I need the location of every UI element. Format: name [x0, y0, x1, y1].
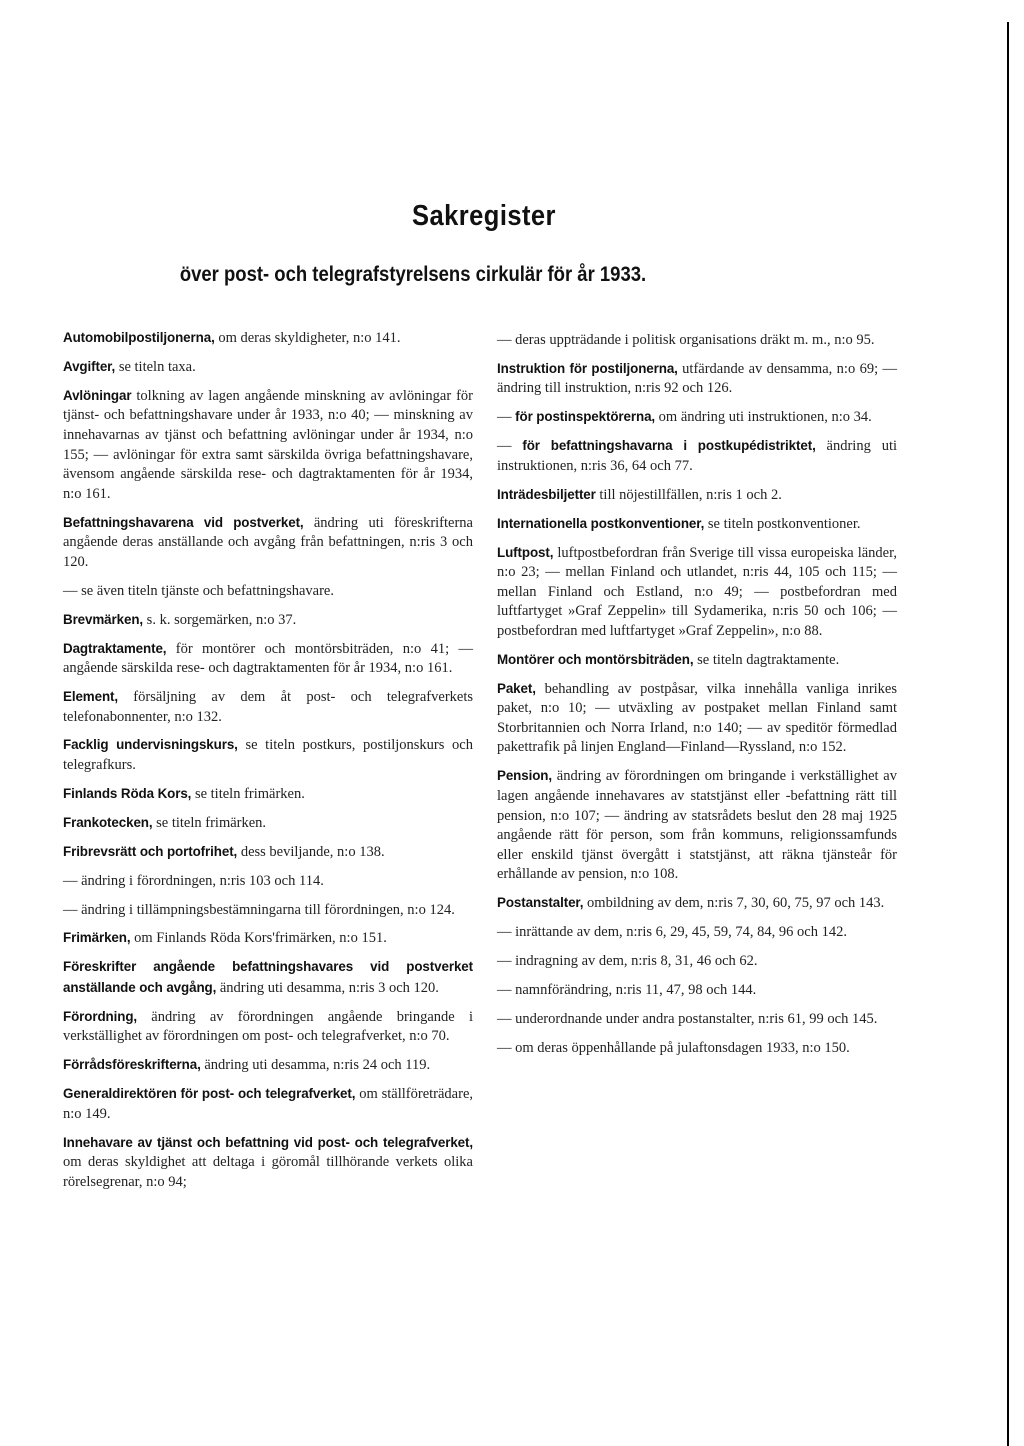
- entry-text: underordnande under andra postanstalter, n:ris 61, 99 och 145.: [515, 1010, 878, 1027]
- index-entry: [63, 957, 473, 998]
- entry-text: dess beviljande, n:o 138.: [237, 843, 385, 860]
- entry-dash: —: [63, 872, 82, 889]
- entry-heading: Föreskrifter angående befattningshavares vid postverket anställande och avgång,: [63, 959, 473, 995]
- index-entry: [63, 357, 473, 378]
- index-entry: [63, 735, 473, 775]
- index-entry: [63, 581, 473, 602]
- entry-text: ombildning av dem, n:ris 7, 30, 60, 75, 97 och 143.: [583, 895, 885, 912]
- entry-dash: —: [497, 1010, 516, 1027]
- entry-text: deras uppträdande i politisk organisations dräkt m. m., n:o 95.: [515, 332, 875, 348]
- entry-heading: Brevmärken,: [63, 611, 144, 627]
- index-entry: [497, 514, 897, 535]
- index-entry: [63, 687, 473, 727]
- index-entry: [497, 436, 897, 476]
- entry-heading: Automobilpostiljonerna,: [63, 330, 215, 345]
- index-entry: [497, 766, 897, 885]
- entry-heading: Inträdesbiljetter: [497, 486, 596, 502]
- index-entry: [497, 922, 897, 943]
- entry-heading: Fribrevsrätt och portofrihet,: [63, 843, 238, 859]
- entry-text: se titeln taxa.: [115, 358, 196, 375]
- entry-dash: —: [497, 438, 523, 455]
- index-entry: [63, 610, 473, 631]
- entry-heading: Internationella postkonventioner,: [497, 515, 705, 531]
- entry-heading: Facklig undervisningskurs,: [63, 737, 238, 753]
- index-entry: [497, 980, 897, 1001]
- index-entry: [63, 639, 473, 679]
- entry-heading: Montörer och montörsbiträden,: [497, 651, 694, 667]
- index-entry: [63, 513, 473, 573]
- entry-heading: Avgifter,: [63, 358, 116, 374]
- entry-heading: för postinspektörerna,: [515, 409, 656, 425]
- entry-dash: —: [497, 924, 516, 941]
- entry-text: om deras skyldighet att deltaga i göromål tillhörande verkets olika rörelsegrenar, n:o 94;: [63, 1154, 473, 1190]
- entry-text: ändring uti desamma, n:ris 3 och 120.: [216, 979, 439, 996]
- entry-dash: —: [63, 901, 82, 918]
- index-entry: [63, 1055, 473, 1076]
- index-entry: [63, 784, 473, 805]
- entry-text: se även titeln tjänste och befattningshavare.: [81, 582, 334, 599]
- entry-text: luftpostbefordran från Sverige till vissa europeiska länder, n:o 23; — mellan Finland och utlandet, n:ris 44, 105 och 115; — mellan Finland och Estland, n:o 49; — postbefordran med luftfartyget »Graf Zeppelin» till Sydamerika, n:ris 50 och 106; — postbefordran med luftfartyget »Graf Zeppelin», n:o 88.: [497, 544, 897, 639]
- entry-heading: Pension,: [497, 768, 553, 784]
- entry-text: ändring uti desamma, n:ris 24 och 119.: [200, 1057, 431, 1074]
- scan-edge-line: [1007, 22, 1009, 1446]
- index-entry: [497, 330, 897, 351]
- index-entry: [497, 1009, 897, 1030]
- entry-text: försäljning av dem åt post- och telegrafverkets telefonabonnenter, n:o 132.: [63, 688, 473, 725]
- index-entry: [497, 679, 897, 758]
- index-entry: [497, 485, 897, 506]
- entry-text: ändring av förordningen om bringande i verkställighet av lagen angående innehavares av statstjänst eller -befattning rätt till pension, n:o 107; — ändring av statsrådets beslut den 28 maj 1925 angående rätt för person, som från kommuns, religionssamfunds eller enskild tjänst övergått i statstjänst, att räkna tjänsteår för erhållande av pension, n:o 108.: [497, 768, 897, 883]
- entry-text: om deras skyldigheter, n:o 141.: [214, 330, 401, 346]
- document-subtitle: över post- och telegrafstyrelsens cirkulär för år 1933.: [179, 263, 647, 286]
- entry-heading: Avlöningar: [63, 387, 132, 403]
- index-entry: [63, 1084, 473, 1124]
- index-entry: [497, 951, 897, 972]
- entry-heading: Frankotecken,: [63, 814, 153, 830]
- entry-dash: —: [497, 409, 516, 426]
- entry-text: se titeln postkurs, postiljonskurs och telegrafkurs.: [63, 737, 473, 774]
- entry-heading: Postanstalter,: [497, 895, 584, 911]
- index-entry: [63, 328, 473, 349]
- entry-text: behandling av postpåsar, vilka innehålla vanliga inrikes paket, n:o 10; — utväxling av postpaket mellan Finland samt Storbritannien och Norra Irland, n:o 140; — av speditör förmedlad pakettrafik på linjen England—Finland—Ryssland, n:o 152.: [497, 680, 897, 756]
- entry-heading: Finlands Röda Kors,: [63, 785, 192, 801]
- index-entry: [63, 900, 473, 921]
- entry-dash: —: [497, 953, 516, 969]
- index-entry: [63, 813, 473, 834]
- entry-text: ändring uti föreskrifterna angående deras anställande och avgång från befattningen, n:ris 3 och 120.: [63, 514, 473, 570]
- entry-heading: Förordning,: [63, 1008, 138, 1024]
- entry-dash: —: [497, 981, 516, 998]
- document-title: Sakregister: [412, 200, 556, 232]
- entry-text: om ändring uti instruktionen, n:o 34.: [655, 409, 872, 426]
- entry-heading: Befattningshavarena vid postverket,: [63, 514, 304, 530]
- index-entry: [497, 543, 897, 642]
- entry-dash: —: [63, 582, 82, 599]
- entry-text: om ställföreträdare, n:o 149.: [63, 1086, 474, 1122]
- index-entry: [497, 893, 897, 914]
- entry-heading: Luftpost,: [497, 544, 554, 560]
- index-column-right: [497, 330, 897, 1067]
- entry-text: inrättande av dem, n:ris 6, 29, 45, 59, 74, 84, 96 och 142.: [515, 924, 847, 941]
- index-column-left: [63, 328, 473, 1201]
- entry-heading: Paket,: [497, 680, 536, 696]
- entry-text: till nöjestillfällen, n:ris 1 och 2.: [595, 486, 782, 503]
- entry-text: se titeln frimärken.: [191, 785, 305, 802]
- index-entry: [497, 650, 897, 671]
- index-entry: [63, 871, 473, 892]
- entry-text: se titeln frimärken.: [152, 814, 267, 831]
- entry-dash: —: [497, 1039, 516, 1056]
- entry-heading: Dagtraktamente,: [63, 640, 167, 656]
- entry-text: ändring i förordningen, n:ris 103 och 114.: [81, 872, 324, 889]
- index-entry: [63, 386, 473, 505]
- entry-text: ändring av förordningen angående bringande i verkställighet av förordningen om post- och telegrafverket, n:o 70.: [63, 1008, 473, 1045]
- entry-text: namnförändring, n:ris 11, 47, 98 och 144.: [515, 981, 757, 998]
- index-entry: [63, 1133, 473, 1193]
- entry-text: för montörer och montörsbiträden, n:o 41; — angående särskilda rese- och dagtraktamenten för år 1934, n:o 161.: [63, 640, 473, 677]
- entry-text: ändring i tillämpningsbestämningarna till förordningen, n:o 124.: [81, 901, 455, 918]
- entry-text: s. k. sorgemärken, n:o 37.: [143, 611, 297, 628]
- entry-text: utfärdande av densamma, n:o 69; — ändring till instruktion, n:ris 92 och 126.: [497, 360, 897, 397]
- entry-heading: Frimärken,: [63, 930, 131, 946]
- entry-text: ändring uti instruktionen, n:ris 36, 64 och 77.: [497, 438, 897, 474]
- index-entry: [497, 359, 897, 399]
- index-entry: [63, 842, 473, 863]
- entry-heading: för befattningshavarna i postkupédistriktet,: [522, 438, 816, 454]
- entry-heading: Generaldirektören för post- och telegrafverket,: [63, 1086, 356, 1102]
- entry-text: om Finlands Röda Kors'frimärken, n:o 151.: [130, 930, 387, 947]
- entry-text: se titeln dagtraktamente.: [693, 651, 840, 668]
- entry-text: tolkning av lagen angående minskning av avlöningar för tjänst- och befattningshavare under år 1933, n:o 40; — minskning av innehavarnas av tjänst och befattning avlöningar under år 1934, n:o 155; — avlöningar för extra samt särskilda övriga befattningshavare, ävensom angående särskilda rese- och dagtraktamenten för år 1934, n:o 161.: [63, 387, 473, 502]
- entry-heading: Element,: [63, 688, 119, 704]
- entry-heading: Förrådsföreskrifterna,: [63, 1057, 201, 1073]
- index-entry: [63, 928, 473, 949]
- index-entry: [63, 1007, 473, 1047]
- index-entry: [497, 1038, 897, 1059]
- entry-text: se titeln postkonventioner.: [704, 515, 861, 532]
- entry-text: indragning av dem, n:ris 8, 31, 46 och 62.: [515, 953, 758, 969]
- index-entry: [497, 407, 897, 428]
- entry-dash: —: [497, 332, 516, 348]
- entry-heading: Innehavare av tjänst och befattning vid post- och telegrafverket,: [63, 1134, 473, 1150]
- entry-text: om deras öppenhållande på julaftonsdagen 1933, n:o 150.: [515, 1039, 850, 1056]
- entry-heading: Instruktion för postiljonerna,: [497, 360, 678, 376]
